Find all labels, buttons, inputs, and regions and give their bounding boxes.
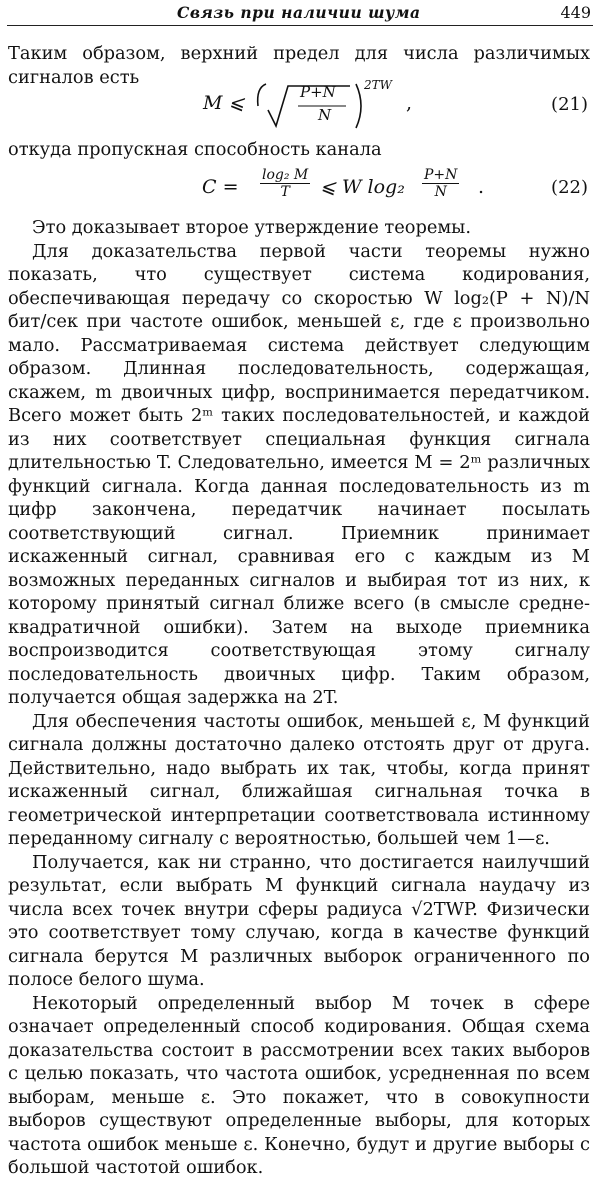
paragraph-3: Для обеспечения частоты ошибок, меньшей ε, M функций сигнала должны достаточно далеко отстоять друг от друга. Действительно, надо выбрать их так, чтобы, когда принят искаженный сигнал, ближайшая сигнальная точка в геометрической интерпретации соответствовала истинному переданному сигналу с вероятностью, большей чем 1—ε.: [8, 710, 590, 849]
eq22-lhs: C =: [202, 176, 239, 198]
eq22-trailing: .: [478, 176, 485, 198]
paragraph-2: Для доказательства первой части теоремы нужно показать, что существует система кодирования, обеспечивающая передачу со скоростью W log₂(P + N)/N бит/сек при частоте ошибок, меньшей ε, где ε произвольно мало. Рассматриваемая система действует следующим образом. Длинная последовательность, содержащая, скажем, m двоичных цифр, воспринимается передатчиком. Всего может быть 2ᵐ таких последовательностей, и каждой из них соответствует специальная функция сигнала длительностью T. Следовательно, имеется M = 2ᵐ различных функций сигнала. Когда данная последовательность из m цифр закончена, передатчик начинает посылать соответствующий сигнал. Приемник принимает искаженный сигнал, сравнивая его с каждым из M возможных переданных сигналов и выбирая тот из них, к которому принятый сигнал ближе всего (в смысле средне-квадратичной ошибки). Затем на выходе приемника воспроизводится соответствующая этому сигналу последовательность двоичных цифр. Таким образом, получается общая задержка на 2T.: [8, 240, 590, 708]
eq22-fraction-1: [260, 167, 310, 200]
paragraph-channel-text: откуда пропускная способность канала: [8, 139, 382, 160]
page-number: 449: [560, 3, 591, 22]
eq22-middle: ⩽ W log₂: [320, 176, 405, 198]
paragraph-1: Это доказывает второе утверждение теоремы.: [32, 217, 471, 238]
eq21-lhs: M ⩽: [203, 92, 245, 114]
eq21-number: (21): [551, 94, 588, 115]
eq22-frac2-den: N: [434, 184, 447, 200]
paragraph-intro-text: Таким образом, верхний предел для числа различимых сигналов есть: [8, 43, 590, 88]
eq21-exponent: 2TW: [364, 78, 392, 92]
paragraph-4: Получается, как ни странно, что достигается наилучший результат, если выбрать M функций сигнала наудачу из числа всех точек внутри сферы радиуса √2TWP. Физически это соответствует тому случаю, когда в качестве функций сигнала берутся M различных выборок ограниченного по полосе белого шума.: [8, 851, 590, 990]
body-text: [8, 216, 590, 1180]
running-title: Связь при наличии шума: [177, 3, 421, 22]
running-header: [7, 3, 593, 26]
eq22-frac1-num: log₂ M: [262, 167, 309, 183]
paragraph-5: Некоторый определенный выбор M точек в сфере означает определенный способ кодирования. Общая схема доказательства состоит в рассмотрении всех таких выборов с целью показать, что частота ошибок, усредненная по всем выборам, меньше ε. Это покажет, что в совокупности выборов существуют определенные выборы, для которых частота ошибок меньше ε. Конечно, будут и другие выборы с большой частотой ошибок.: [8, 992, 590, 1178]
eq22-frac2-num: P+N: [424, 167, 458, 183]
eq22-fraction-2: [422, 167, 459, 200]
equation-22: [8, 167, 590, 211]
eq21-num: P+N: [300, 83, 336, 101]
eq21-trailing: ,: [406, 92, 413, 114]
eq22-frac1-den: T: [280, 184, 290, 200]
paragraph-channel: [8, 138, 590, 162]
eq22-number: (22): [551, 177, 588, 198]
eq21-den: N: [318, 106, 332, 124]
equation-21: [8, 78, 590, 128]
